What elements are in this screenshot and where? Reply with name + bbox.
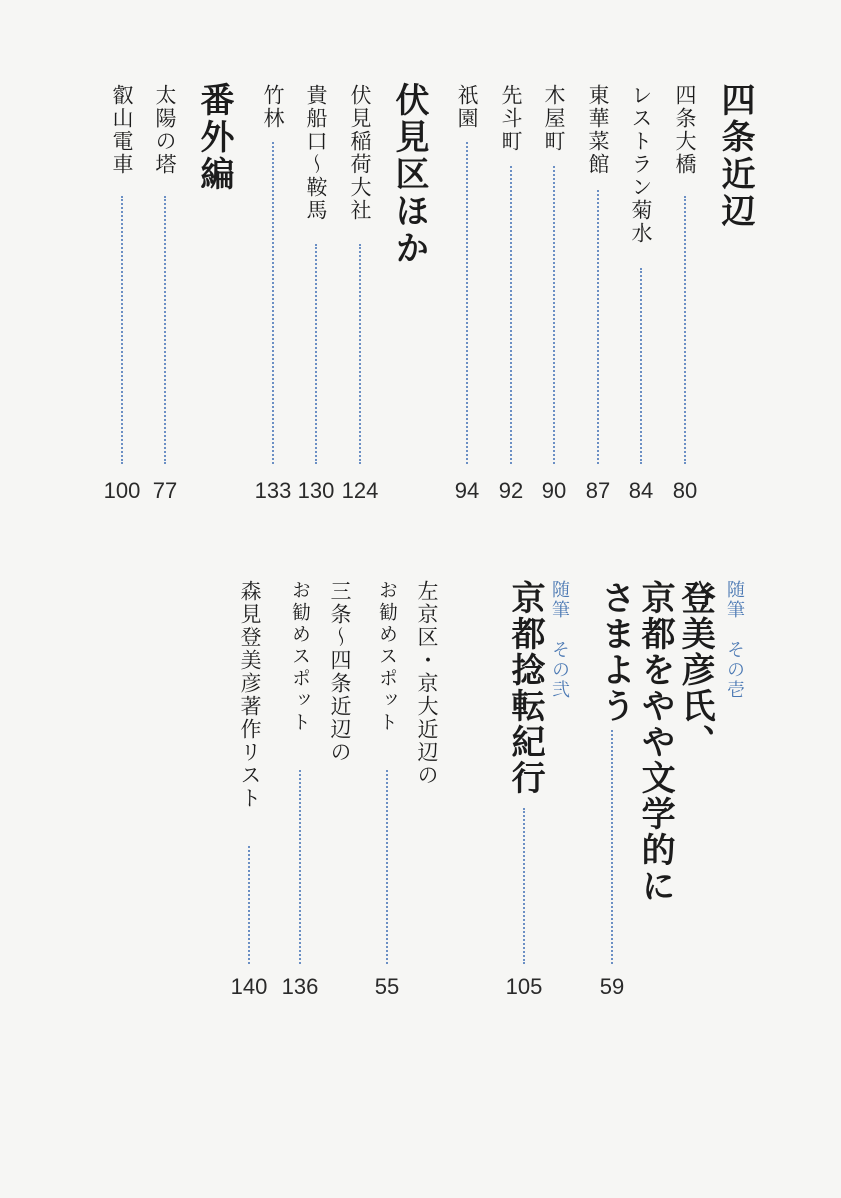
- toc-entry-title[interactable]: 木屋町: [542, 84, 566, 153]
- leader-dots: [597, 190, 599, 464]
- page-number: 55: [374, 974, 400, 999]
- extra-title-line[interactable]: お勧めスポット: [376, 580, 398, 734]
- section-title-fushimi: 伏見区ほか: [389, 82, 429, 267]
- extra-title[interactable]: 森見登美彦著作リスト: [238, 580, 262, 810]
- essay-label: 随筆 その弐: [549, 580, 570, 700]
- leader-dots: [315, 244, 317, 464]
- page-number: 140: [230, 974, 268, 999]
- extra-title-line[interactable]: 三条～四条近辺の: [328, 580, 352, 764]
- toc-entry-title[interactable]: 四条大橋: [673, 84, 697, 176]
- toc-entry-title[interactable]: 太陽の塔: [153, 84, 177, 176]
- page-number: 92: [498, 478, 524, 503]
- leader-dots: [248, 846, 250, 964]
- essay-title-line[interactable]: 京都をやや文学的に: [635, 580, 676, 904]
- page-number: 124: [341, 478, 379, 503]
- page-number: 84: [628, 478, 654, 503]
- leader-dots: [611, 730, 613, 964]
- essay-title-line[interactable]: さまよう: [595, 580, 636, 724]
- leader-dots: [386, 770, 388, 964]
- section-title-bangai: 番外編: [194, 82, 234, 193]
- leader-dots: [640, 268, 642, 464]
- leader-dots: [272, 142, 274, 464]
- toc-entry-title[interactable]: 貴船口～鞍馬: [304, 84, 328, 222]
- page-number: 77: [152, 478, 178, 503]
- leader-dots: [510, 166, 512, 464]
- toc-entry-title[interactable]: 伏見稲荷大社: [348, 84, 372, 222]
- leader-dots: [553, 166, 555, 464]
- extra-title-line[interactable]: お勧めスポット: [289, 580, 311, 734]
- toc-entry-title[interactable]: 祇園: [455, 84, 479, 130]
- page-number: 90: [541, 478, 567, 503]
- page-number: 133: [254, 478, 292, 503]
- page-number: 80: [672, 478, 698, 503]
- leader-dots: [684, 196, 686, 464]
- essay-title[interactable]: 京都捻転紀行: [505, 580, 546, 796]
- page-number: 94: [454, 478, 480, 503]
- toc-entry-title[interactable]: レストラン菊水: [629, 84, 653, 245]
- extra-title-line[interactable]: 左京区・京大近辺の: [415, 580, 439, 787]
- toc-entry-title[interactable]: 先斗町: [499, 84, 523, 153]
- essay-title-line[interactable]: 登美彦氏、: [675, 580, 716, 760]
- page-number: 105: [505, 974, 543, 999]
- toc-entry-title[interactable]: 東華菜館: [586, 84, 610, 176]
- page-number: 130: [297, 478, 335, 503]
- leader-dots: [359, 244, 361, 464]
- leader-dots: [121, 196, 123, 464]
- leader-dots: [466, 142, 468, 464]
- leader-dots: [523, 808, 525, 964]
- leader-dots: [164, 196, 166, 464]
- toc-entry-title[interactable]: 叡山電車: [110, 84, 134, 176]
- page-number: 136: [281, 974, 319, 999]
- page-number: 59: [599, 974, 625, 999]
- page-number: 100: [103, 478, 141, 503]
- toc-entry-title[interactable]: 竹林: [261, 84, 285, 130]
- section-title-shijo: 四条近辺: [715, 82, 755, 230]
- essay-label: 随筆 その壱: [724, 580, 745, 700]
- page-number: 87: [585, 478, 611, 503]
- leader-dots: [299, 770, 301, 964]
